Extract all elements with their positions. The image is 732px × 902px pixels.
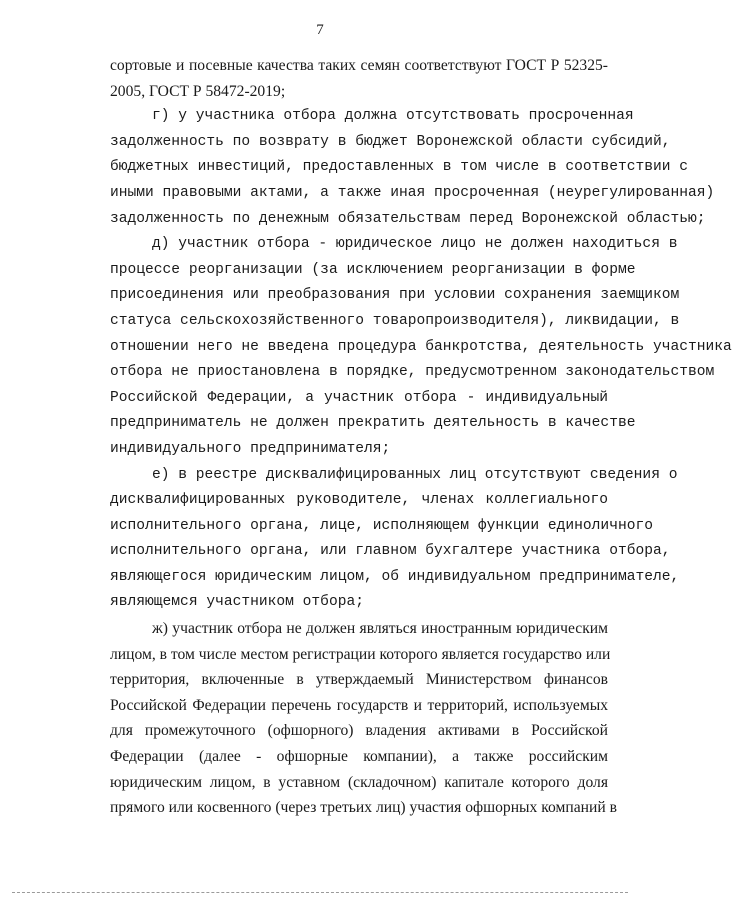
text-line: присоединения или преобразования при условии сохранения заемщиком xyxy=(110,287,680,304)
page-bottom-edge xyxy=(12,892,628,893)
paragraph-d xyxy=(110,232,732,462)
text-line: г) у участника отбора должна отсутствовать просроченная xyxy=(152,108,634,125)
paragraph-g xyxy=(110,104,715,232)
text-line: процессе реорганизации (за исключением реорганизации в форме xyxy=(110,261,636,278)
text-line: прямого или косвенного (через третьих лиц) участия офшорных компаний в xyxy=(110,799,617,817)
text-line: являющемся участником отбора; xyxy=(110,594,364,611)
text-line: бюджетных инвестиций, предоставленных в том числе в соответствии с xyxy=(110,159,689,176)
text-line: отбора не приостановлена в порядке, предусмотренном законодательством xyxy=(110,364,715,381)
text-line: индивидуального предпринимателя; xyxy=(110,440,391,457)
text-line: предприниматель не должен прекратить деятельность в качестве xyxy=(110,415,636,432)
text-line: исполнительного органа, лице, исполняющем функции единоличного xyxy=(110,517,653,534)
text-line: задолженность по возврату в бюджет Воронежской области субсидий, xyxy=(110,133,671,150)
text-line: задолженность по денежным обязательствам перед Воронежской областью; xyxy=(110,210,706,227)
text-line: исполнительного органа, или главном бухгалтере участника отбора, xyxy=(110,543,671,560)
text-line: территория, включенные в утверждаемый Министерством финансов xyxy=(110,671,608,689)
text-line: 2005, ГОСТ Р 58472-2019; xyxy=(110,82,286,100)
page-number: 7 xyxy=(316,22,324,38)
text-line: сортовые и посевные качества таких семян соответствуют ГОСТ Р 52325- xyxy=(110,57,608,74)
text-line: Федерации (далее - офшорные компании), а также российским xyxy=(110,748,608,766)
text-line: Российской Федерации, а участник отбора - индивидуальный xyxy=(110,389,608,406)
text-line: для промежуточного (офшорного) владения активами в Российской xyxy=(110,722,608,740)
text-line: дисквалифицированных руководителе, членах коллегиального xyxy=(110,492,608,509)
text-line: статуса сельскохозяйственного товаропроизводителя), ликвидации, в xyxy=(110,312,680,329)
text-line: е) в реестре дисквалифицированных лиц отсутствуют сведения о xyxy=(152,466,678,483)
text-line: отношении него не введена процедура банкротства, деятельность участника xyxy=(110,338,732,355)
text-line: юридическим лицом, в уставном (складочном) капитале которого доля xyxy=(110,773,608,791)
text-line: являющегося юридическим лицом, об индивидуальном предпринимателе, xyxy=(110,568,680,585)
text-line: лицом, в том числе местом регистрации которого является государство или xyxy=(110,645,611,663)
text-line: д) участник отбора - юридическое лицо не должен находиться в xyxy=(152,236,678,253)
text-line: иными правовыми актами, а также иная просроченная (неурегулированная) xyxy=(110,184,715,201)
paragraph-zh xyxy=(110,616,617,821)
text-line: ж) участник отбора не должен являться иностранным юридическим xyxy=(152,620,608,638)
document-body xyxy=(110,53,732,821)
paragraph-e xyxy=(110,463,680,617)
paragraph-continuation xyxy=(110,53,608,104)
text-line: Российской Федерации перечень государств и территорий, используемых xyxy=(110,696,608,714)
